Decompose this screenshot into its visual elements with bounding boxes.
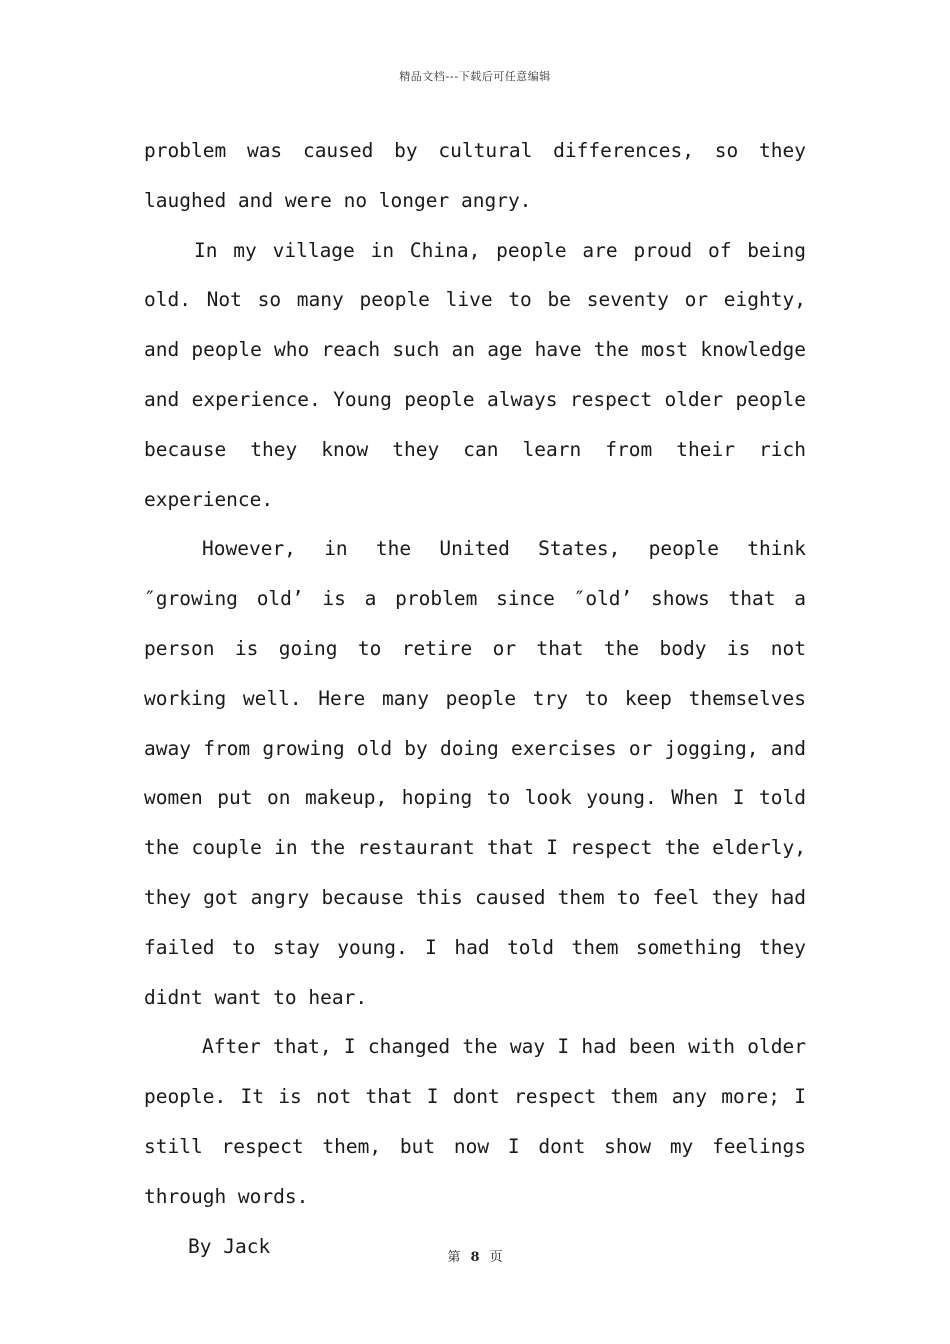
paragraph-continuation: problem was caused by cultural differences, so they laughed and were no longer angry. bbox=[144, 139, 806, 212]
page-footer bbox=[0, 1246, 950, 1265]
signature: By Jack bbox=[188, 1234, 271, 1258]
page-label-prefix: 第 bbox=[447, 1250, 461, 1265]
paragraph-after-that: After that, I changed the way I had been with older people. It is not that I dont respect them any more; I still respect them, but now I dont show my feelings through words. bbox=[144, 1035, 806, 1208]
page-header: 精品文档---下载后可任意编辑 bbox=[399, 70, 551, 83]
page-number: 8 bbox=[470, 1250, 480, 1265]
paragraph-united-states: However, in the United States, people think ″growing old’ is a problem since ″old’ shows that a person is going to retire or that the body is not working well. Here many people try to keep themselves away from growing old by doing exercises or jogging, and women put on makeup, hoping to look young. When I told the couple in the restaurant that I respect the elderly, they got angry because this caused them to feel they had failed to stay young. I had told them something they didnt want to hear. bbox=[144, 537, 806, 1009]
document-body bbox=[144, 126, 806, 1271]
page-label-suffix: 页 bbox=[489, 1250, 503, 1265]
paragraph-village-china: In my village in China, people are proud of being old. Not so many people live to be seventy or eighty, and people who reach such an age have the most knowledge and experience. Young people always respect older people because they know they can learn from their rich experience. bbox=[144, 238, 806, 511]
